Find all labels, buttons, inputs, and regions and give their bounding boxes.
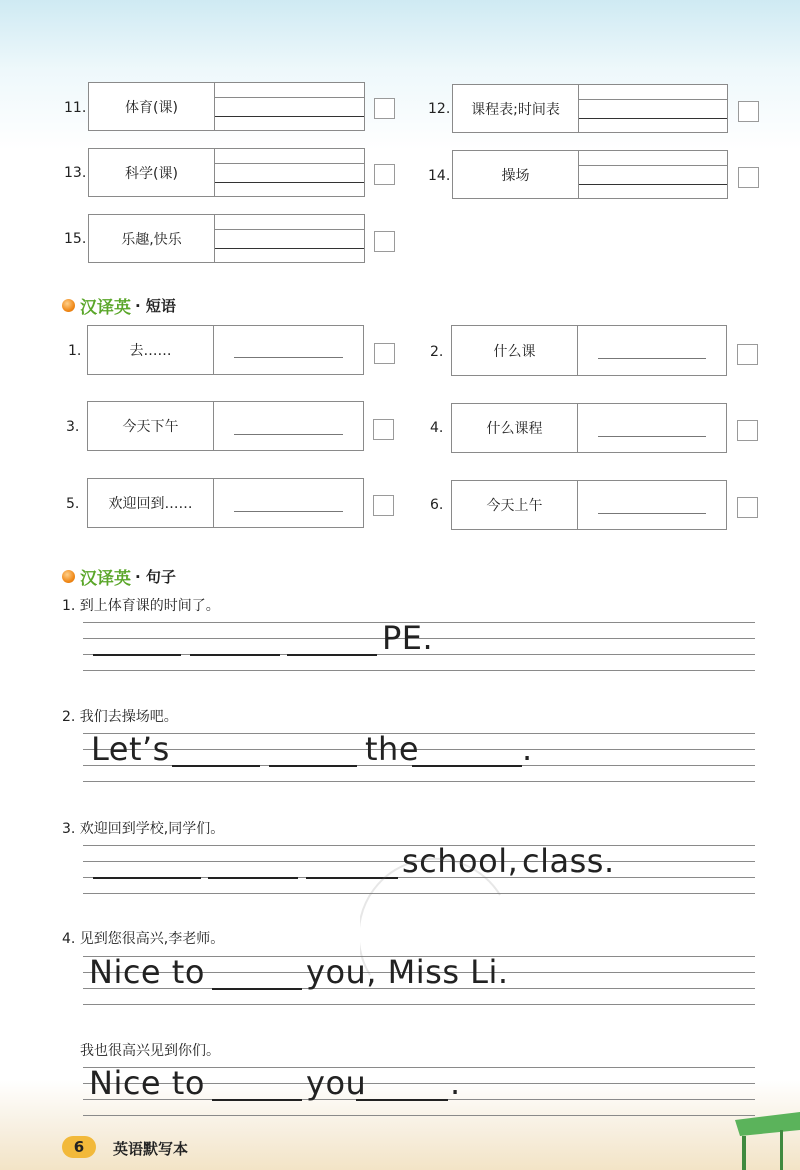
phrases-heading (62, 293, 176, 318)
answer-area[interactable] (214, 402, 363, 450)
answer-blank[interactable] (212, 1099, 302, 1101)
checkbox[interactable] (737, 344, 758, 365)
book-title: 英语默写本 (113, 1140, 189, 1158)
handwritten-text: . (522, 730, 533, 768)
checkbox[interactable] (373, 495, 394, 516)
chinese-term: 今天上午 (452, 481, 578, 529)
answer-blank[interactable] (172, 765, 260, 767)
checkbox[interactable] (738, 167, 759, 188)
answer-area[interactable] (578, 404, 726, 452)
handwritten-text: you (306, 1064, 367, 1102)
phrase-box (87, 401, 364, 451)
chinese-term: 什么课程 (452, 404, 578, 452)
handwritten-text: Let’s (91, 730, 170, 768)
item-number: 4. (430, 420, 444, 436)
answer-area[interactable] (214, 479, 363, 527)
answer-area[interactable] (215, 83, 364, 130)
item-number: 15. (64, 231, 87, 247)
chinese-term: 乐趣,快乐 (89, 215, 215, 262)
sentences-heading (62, 564, 176, 589)
bullet-icon (62, 570, 75, 583)
handwritten-text: Nice to (89, 1064, 205, 1102)
item-number: 13. (64, 165, 87, 181)
answer-blank[interactable] (190, 654, 280, 656)
vocab-box (88, 214, 365, 263)
answer-area[interactable] (578, 481, 726, 529)
chinese-term: 操场 (453, 151, 579, 198)
item-number: 2. (430, 344, 444, 360)
sentence-prompt: 4. 见到您很高兴,李老师。 (62, 931, 225, 947)
checkbox[interactable] (738, 101, 759, 122)
checkbox[interactable] (374, 231, 395, 252)
phrase-box (451, 403, 727, 453)
handwritten-text: you, Miss Li. (306, 953, 509, 991)
page-number: 6 (62, 1136, 96, 1158)
sentence-prompt: 3. 欢迎回到学校,同学们。 (62, 821, 225, 837)
answer-blank[interactable] (208, 877, 298, 879)
chinese-term: 体育(课) (89, 83, 215, 130)
handwritten-text: the (365, 730, 420, 768)
bullet-icon (62, 299, 75, 312)
chinese-term: 课程表;时间表 (453, 85, 579, 132)
answer-blank[interactable] (269, 765, 357, 767)
checkbox[interactable] (374, 98, 395, 119)
answer-area[interactable] (578, 326, 726, 375)
item-number: 6. (430, 497, 444, 513)
answer-blank[interactable] (212, 988, 302, 990)
answer-blank[interactable] (412, 765, 522, 767)
sentence-prompt: 2. 我们去操场吧。 (62, 709, 178, 725)
answer-area[interactable] (215, 215, 364, 262)
phrase-box (87, 325, 364, 375)
handwritten-text: class. (522, 842, 615, 880)
answer-area[interactable] (579, 151, 727, 198)
checkbox[interactable] (737, 497, 758, 518)
phrase-box (451, 480, 727, 530)
handwritten-text: . (450, 1064, 461, 1102)
answer-area[interactable] (214, 326, 363, 374)
heading-main: 汉译英 (80, 298, 131, 318)
answer-blank[interactable] (93, 654, 181, 656)
chinese-term: 科学(课) (89, 149, 215, 196)
checkbox[interactable] (373, 419, 394, 440)
handwritten-text: Nice to (89, 953, 205, 991)
checkbox[interactable] (737, 420, 758, 441)
phrase-box (451, 325, 727, 376)
desk-decoration-icon (720, 1100, 800, 1170)
vocab-box (452, 150, 728, 199)
watermark-stamp-icon (360, 855, 510, 995)
chinese-term: 今天下午 (88, 402, 214, 450)
checkbox[interactable] (374, 164, 395, 185)
answer-blank[interactable] (287, 654, 377, 656)
sentence-prompt: 1. 到上体育课的时间了。 (62, 598, 220, 614)
vocab-box (88, 82, 365, 131)
item-number: 14. (428, 168, 451, 184)
chinese-term: 什么课 (452, 326, 578, 375)
item-number: 5. (66, 496, 80, 512)
vocab-box (452, 84, 728, 133)
heading-sub: · 短语 (135, 297, 176, 315)
chinese-term: 去…… (88, 326, 214, 374)
item-number: 3. (66, 419, 80, 435)
answer-area[interactable] (579, 85, 727, 132)
heading-sub: · 句子 (135, 568, 176, 586)
vocab-box (88, 148, 365, 197)
item-number: 11. (64, 100, 87, 116)
chinese-term: 欢迎回到…… (88, 479, 214, 527)
sentence-prompt: 我也很高兴见到你们。 (80, 1043, 220, 1059)
answer-blank[interactable] (93, 877, 201, 879)
answer-area[interactable] (215, 149, 364, 196)
handwritten-text: school, (402, 842, 519, 880)
item-number: 12. (428, 101, 451, 117)
handwritten-text: PE. (382, 619, 434, 657)
answer-blank[interactable] (356, 1099, 448, 1101)
phrase-box (87, 478, 364, 528)
heading-main: 汉译英 (80, 569, 131, 589)
checkbox[interactable] (374, 343, 395, 364)
item-number: 1. (68, 343, 82, 359)
